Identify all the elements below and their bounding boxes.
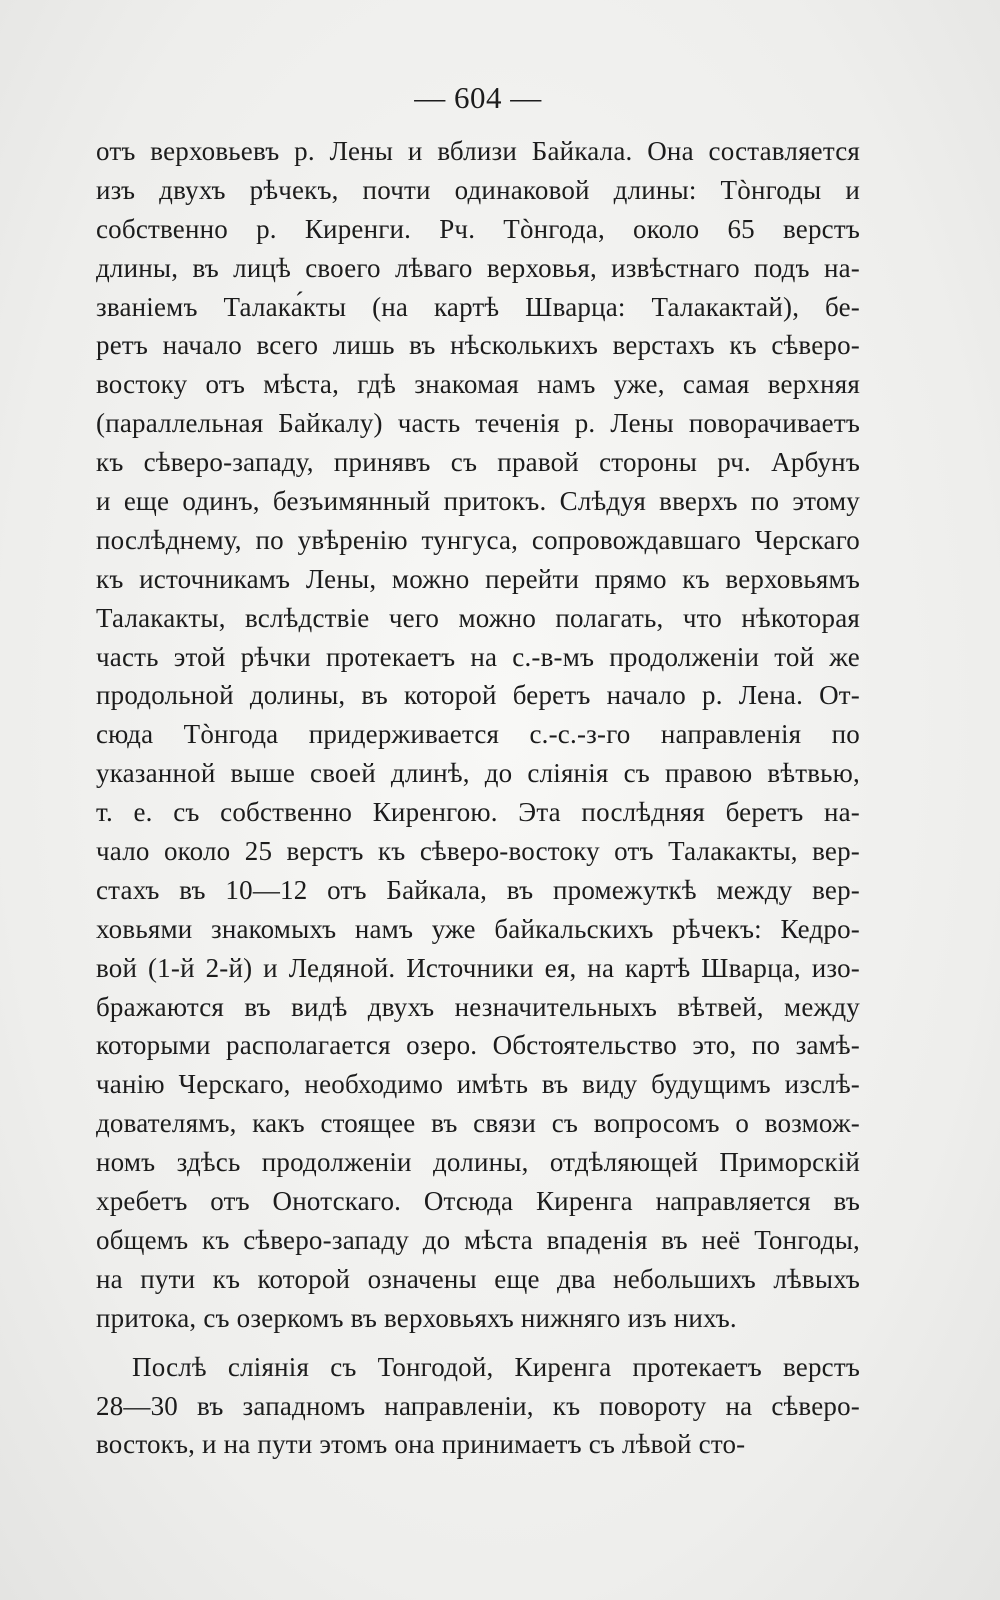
text-line: указанной выше своей длинѣ, до сліянія съ правою вѣтвью, [96,758,860,789]
text-line: званіемъ Талака́кты (на картѣ Шварца: Талакактай), бе- [96,291,860,322]
text-line: 28—30 въ западномъ направленіи, къ повороту на сѣверо- [96,1390,860,1421]
text-line: продольной долины, въ которой беретъ начало р. Лена. От- [96,680,860,711]
text-line: чанію Черскаго, необходимо имѣть въ виду будущимъ изслѣ- [96,1069,860,1100]
text-line: чало около 25 верстъ къ сѣверо-востоку отъ Талакакты, вер- [96,836,860,867]
text-line: общемъ къ сѣверо-западу до мѣста впаденія въ неё Тонгоды, [96,1224,860,1255]
text-line: отъ верховьевъ р. Лены и вблизи Байкала. Она составляется [96,136,860,166]
text-line: хребетъ отъ Онотскаго. Отсюда Киренга направляется въ [96,1186,860,1217]
text-line: которыми располагается озеро. Обстоятельство это, по замѣ- [96,1030,860,1061]
text-line: востоку отъ мѣста, гдѣ знакомая намъ уже, самая верхняя [96,369,860,400]
text-line: т. е. съ собственно Киренгою. Эта послѣдняя беретъ на- [96,797,860,828]
paragraph-gap [96,1338,860,1348]
paragraph [96,1348,860,1465]
text-line: сюда Тòнгода придерживается с.-с.-з-го направленія по [96,719,860,750]
text-line: на пути къ которой означены еще два небольшихъ лѣвыхъ [96,1263,860,1294]
text-line: собственно р. Киренги. Рч. Тòнгода, около 65 верстъ [96,213,860,244]
text-line: и еще одинъ, безъимянный притокъ. Слѣдуя вверхъ по этому [96,486,860,517]
text-line: притока, съ озеркомъ въ верховьяхъ нижняго изъ нихъ. [96,1302,737,1333]
text-line: Талакакты, вслѣдствіе чего можно полагать, что нѣкоторая [96,602,860,633]
text-line: ховьями знакомыхъ намъ уже байкальскихъ рѣчекъ: Кедро- [96,913,860,944]
paragraph [96,132,860,1338]
page-number: — 604 — [414,80,542,115]
text-line: къ сѣверо-западу, принявъ съ правой стороны рч. Арбунъ [96,447,860,478]
text-line: бражаются въ видѣ двухъ незначительныхъ вѣтвей, между [96,991,860,1022]
text-line: длины, въ лицѣ своего лѣваго верховья, извѣстнаго подъ на- [96,252,860,283]
body-text [96,132,860,1464]
text-line: дователямъ, какъ стоящее въ связи съ вопросомъ о возмож- [96,1108,860,1139]
text-line: (параллельная Байкалу) часть теченія р. Лены поворачиваетъ [96,408,860,439]
text-line: ретъ начало всего лишь въ нѣсколькихъ верстахъ къ сѣверо- [96,330,860,361]
text-line: номъ здѣсь продолженіи долины, отдѣляющей Приморскій [96,1147,860,1178]
text-line: стахъ въ 10—12 отъ Байкала, въ промежуткѣ между вер- [96,874,860,905]
text-line: востокъ, и на пути этомъ она принимаетъ съ лѣвой сто- [96,1429,746,1460]
text-line: изъ двухъ рѣчекъ, почти одинаковой длины: Тòнгоды и [96,174,860,205]
text-line: къ источникамъ Лены, можно перейти прямо къ верховьямъ [96,563,860,594]
text-line: послѣднему, по увѣренію тунгуса, сопровождавшаго Черскаго [96,524,860,555]
text-line: вой (1-й 2-й) и Ледяной. Источники ея, на картѣ Шварца, изо- [96,952,860,983]
book-page [96,72,860,1552]
text-line: часть этой рѣчки протекаетъ на с.-в-мъ продолженіи той же [96,641,860,672]
text-line: Послѣ сліянія съ Тонгодой, Киренга протекаетъ верстъ [132,1351,860,1382]
